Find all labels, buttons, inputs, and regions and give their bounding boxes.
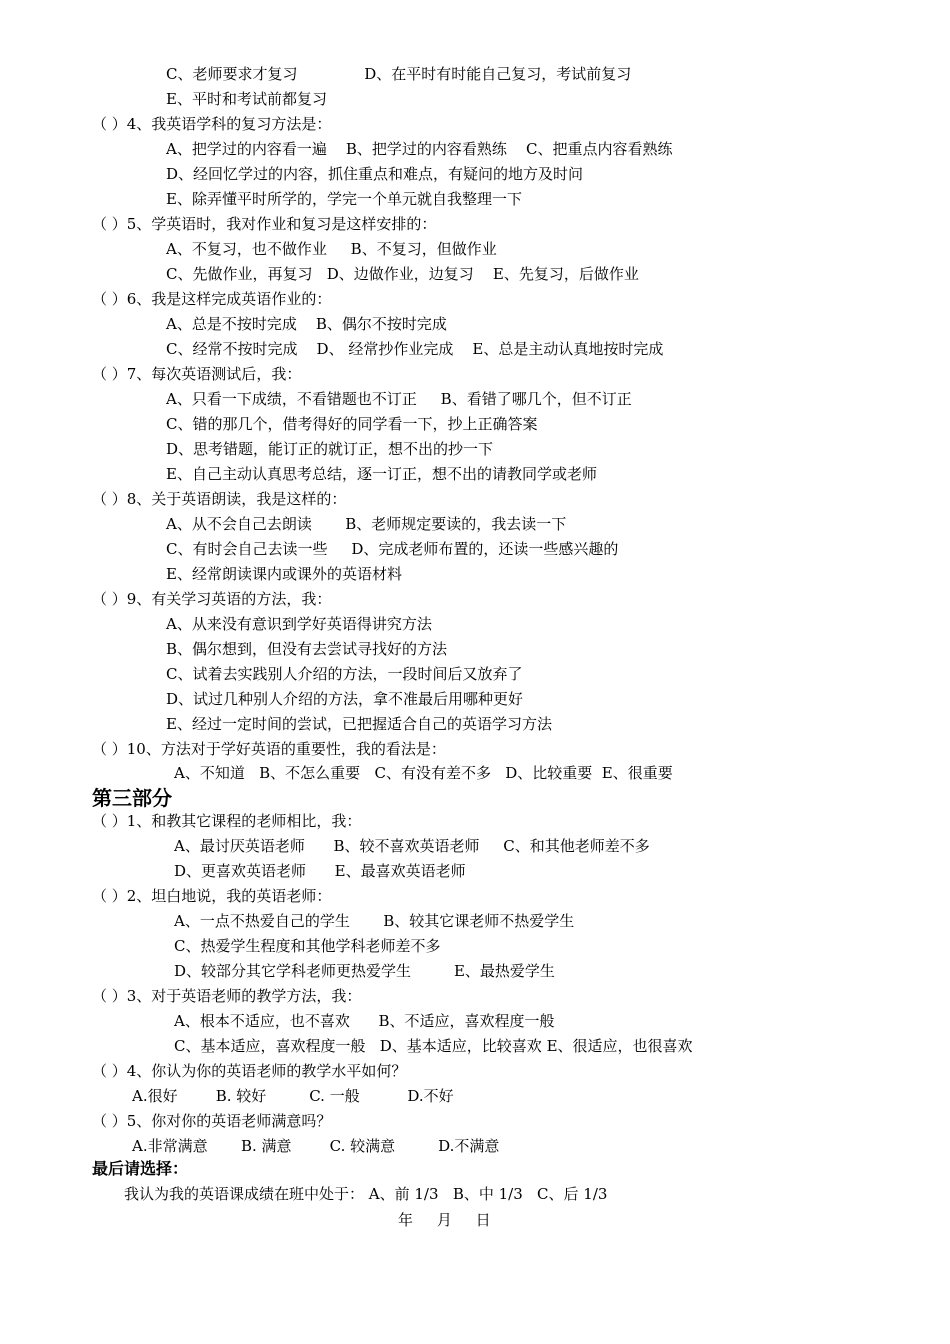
part-two-line: E、平时和考试前都复习 [166, 90, 327, 108]
part-two-line: D、试过几种别人介绍的方法，拿不准最后用哪种更好 [166, 690, 524, 708]
part-two-line: （ ）5、学英语时，我对作业和复习是这样安排的： [92, 215, 437, 233]
part-two-line: C、错的那几个，借考得好的同学看一下，抄上正确答案 [166, 415, 538, 433]
part-two-line: （ ）8、关于英语朗读，我是这样的： [92, 490, 347, 508]
part-two-line: A、不知道 B、不怎么重要 C、有没有差不多 D、比较重要 E、很重要 [174, 764, 673, 782]
part-two-line: A、从不会自己去朗读 B、老师规定要读的，我去读一下 [166, 515, 567, 533]
date-line: 年 月 日 [398, 1211, 491, 1229]
part-three-line: C、热爱学生程度和其他学科老师差不多 [174, 937, 441, 955]
part-three-line: D、较部分其它学科老师更热爱学生 E、最热爱学生 [174, 962, 555, 980]
part-three-line: （ ）2、坦白地说，我的英语老师： [92, 887, 332, 905]
part-two-line: C、老师要求才复习 D、在平时有时能自己复习，考试前复习 [166, 65, 632, 83]
section-three-title: 第三部分 [92, 786, 172, 810]
part-three-line: A.很好 B. 较好 C. 一般 D.不好 [132, 1087, 454, 1105]
part-two-line: B、偶尔想到，但没有去尝试寻找好的方法 [166, 640, 448, 658]
part-two-line: （ ）4、我英语学科的复习方法是： [92, 115, 332, 133]
part-three-line: （ ）3、对于英语老师的教学方法，我： [92, 987, 362, 1005]
part-three-line: A.非常满意 B. 满意 C. 较满意 D.不满意 [132, 1137, 500, 1155]
part-three-line: A、最讨厌英语老师 B、较不喜欢英语老师 C、和其他老师差不多 [174, 837, 650, 855]
part-two-line: （ ）9、有关学习英语的方法，我： [92, 590, 332, 608]
part-three-line: A、根本不适应，也不喜欢 B、不适应，喜欢程度一般 [174, 1012, 555, 1030]
part-two-line: D、思考错题，能订正的就订正，想不出的抄一下 [166, 440, 494, 458]
part-two-line: C、有时会自己去读一些 D、完成老师布置的，还读一些感兴趣的 [166, 540, 619, 558]
part-three-line: C、基本适应，喜欢程度一般 D、基本适应，比较喜欢 E、很适应，也很喜欢 [174, 1037, 693, 1055]
part-two-line: A、不复习，也不做作业 B、不复习，但做作业 [166, 240, 497, 258]
part-two-line: C、经常不按时完成 D、 经常抄作业完成 E、总是主动认真地按时完成 [166, 340, 664, 358]
part-two-line: E、自己主动认真思考总结，逐一订正，想不出的请教同学或老师 [166, 465, 597, 483]
part-two-line: （ ）7、每次英语测试后，我： [92, 365, 302, 383]
part-two-line: C、先做作业，再复习 D、边做作业，边复习 E、先复习，后做作业 [166, 265, 639, 283]
final-question-line: 我认为我的英语课成绩在班中处于： A、前 1/3 B、中 1/3 C、后 1/3 [124, 1185, 608, 1203]
part-two-line: A、总是不按时完成 B、偶尔不按时完成 [166, 315, 447, 333]
part-three-line: D、更喜欢英语老师 E、最喜欢英语老师 [174, 862, 466, 880]
part-two-line: C、试着去实践别人介绍的方法，一段时间后又放弃了 [166, 665, 523, 683]
part-two-line: （ ）10、方法对于学好英语的重要性，我的看法是： [92, 740, 446, 758]
part-three-line: （ ）4、你认为你的英语老师的教学水平如何？ [92, 1062, 407, 1080]
final-question-title: 最后请选择： [92, 1159, 189, 1178]
part-two-line: E、除弄懂平时所学的，学完一个单元就自我整理一下 [166, 190, 522, 208]
part-two-line: E、经过一定时间的尝试，已把握适合自己的英语学习方法 [166, 715, 552, 733]
part-two-line: D、经回忆学过的内容，抓住重点和难点，有疑问的地方及时问 [166, 165, 584, 183]
part-three-line: （ ）1、和教其它课程的老师相比，我： [92, 812, 362, 830]
part-three-line: A、一点不热爱自己的学生 B、较其它课老师不热爱学生 [174, 912, 575, 930]
part-three-line: （ ）5、你对你的英语老师满意吗？ [92, 1112, 332, 1130]
part-two-line: （ ）6、我是这样完成英语作业的： [92, 290, 332, 308]
part-two-line: E、经常朗读课内或课外的英语材料 [166, 565, 402, 583]
part-two-line: A、只看一下成绩，不看错题也不订正 B、看错了哪几个，但不订正 [166, 390, 632, 408]
part-two-line: A、从来没有意识到学好英语得讲究方法 [166, 615, 432, 633]
part-two-line: A、把学过的内容看一遍 B、把学过的内容看熟练 C、把重点内容看熟练 [166, 140, 673, 158]
